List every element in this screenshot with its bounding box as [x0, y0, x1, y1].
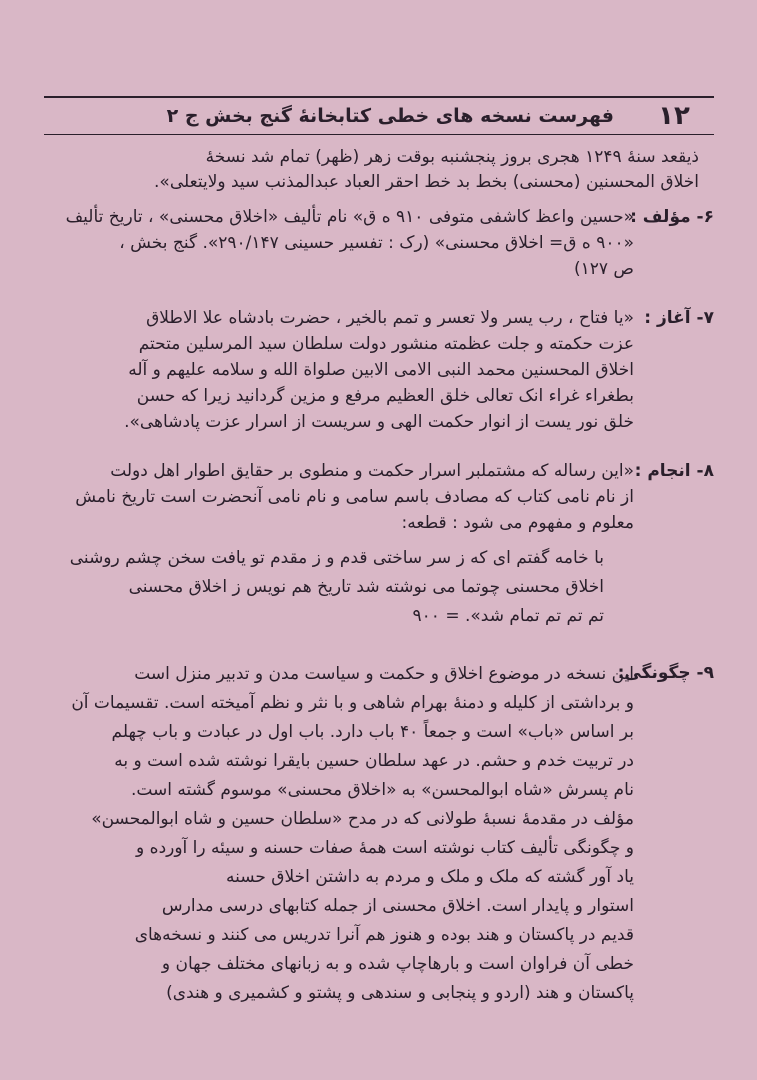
text-line: قدیم در پاکستان و هند بوده و هنوز هم آنرا تدریس می کنند و نسخه‌های	[134, 925, 634, 945]
entry-description	[44, 660, 714, 1020]
text-line: عزت حکمته و جلت عظمته منشور دولت سلطان سید المرسلین متحتم	[138, 334, 634, 354]
text-line: این نسخه در موضوع اخلاق و حکمت و سیاست مدن و تدبیر منزل است	[134, 664, 634, 684]
text-line: از نام نامی کتاب که مصادف باسم سامی و نام نامی آنحضرت است تاریخ نامش	[75, 487, 634, 507]
text-line: و چگونگی تألیف کتاب نوشته است همهٔ صفات حسنه و سیئه را آورده و	[136, 838, 634, 858]
text-line: ص ۱۲۷)	[573, 259, 634, 279]
running-title: فهرست نسخه های خطی کتابخانهٔ گنج بخش ج ۲	[166, 105, 614, 127]
text-line: «این رساله که مشتملبر اسرار حکمت و منطوی بر حقایق اطوار اهل دولت	[110, 461, 634, 481]
verse-block	[44, 544, 634, 631]
text-line: بطغراء غراء انک تعالی خلق العظیم مرفع و مزین گردانید زیرا که حسن	[136, 386, 634, 406]
verse-line: تم تم تم تمام شد». = ۹۰۰	[412, 606, 604, 626]
verse-line: اخلاق محسنی چوتما می نوشته شد تاریخ هم نویس ز اخلاق محسنی	[128, 577, 604, 597]
text-line: ذیقعد سنهٔ ۱۲۴۹ هجری بروز پنجشنبه بوقت زهر (ظهر) تمام شد نسخهٔ	[205, 147, 699, 167]
intro-paragraph	[44, 145, 699, 194]
text-line: مؤلف در مقدمهٔ نسبهٔ طولانی که در مدح «سلطان حسین و شاه ابوالمحسن»	[91, 809, 634, 829]
text-line: معلوم و مفهوم می شود : قطعه:	[401, 513, 634, 533]
text-line: و برداشتی از کلیله و دمنهٔ بهرام شاهی و با نثر و نظم آمیخته است. تقسیمات آن	[71, 693, 634, 713]
text-line: «حسین واعظ کاشفی متوفی ۹۱۰ ه ق» نام تألیف «اخلاق محسنی» ، تاریخ تألیف	[65, 207, 634, 227]
entry-label: ۶- مؤلف :	[630, 207, 714, 227]
page-header	[44, 96, 714, 135]
entry-label: ۹- چگونگی:	[617, 663, 714, 683]
entry-body	[44, 305, 634, 435]
entry-beginning	[44, 305, 714, 445]
text-line: نام پسرش «شاه ابوالمحسن» به «اخلاق محسنی» موسوم گشته است.	[130, 780, 634, 800]
text-line: در تربیت خدم و حشم. در عهد سلطان حسین بایقرا نوشته شده است و به	[114, 751, 634, 771]
entry-author	[44, 204, 714, 294]
text-line: بر اساس «باب» است و جمعاً ۴۰ باب دارد. باب اول در عبادت و باب چهلم	[111, 722, 634, 742]
text-line: «یا فتاح ، رب یسر ولا تعسر و تمم بالخیر ، حضرت بادشاه علا الاطلاق	[146, 308, 634, 328]
text-line: یاد آور گشته که ملک و ملک و مردم به داشتن اخلاق حسنه	[225, 867, 634, 887]
text-line: خلق نور یست از انوار حکمت الهی و سریست از اسرار عزت پادشاهی».	[124, 412, 634, 432]
page-number: ۱۲	[658, 101, 690, 131]
text-line: اخلاق المحسنین (محسنی) بخط بد خط احقر العباد عبدالمذنب سید ولایتعلی».	[154, 171, 699, 192]
entry-body	[44, 204, 634, 282]
text-line: پاکستان و هند (اردو و پنجابی و سندهی و پشتو و کشمیری و هندی)	[166, 983, 634, 1003]
entry-body	[44, 458, 634, 631]
text-line: استوار و پایدار است. اخلاق محسنی از جمله کتابهای درسی مدارس	[161, 896, 634, 916]
entry-label: ۸- انجام :	[634, 461, 714, 481]
entry-ending	[44, 458, 714, 648]
text-line: خطی آن فراوان است و بارهاچاپ شده و به زبانهای مختلف جهان و	[161, 954, 634, 974]
entry-label: ۷- آغاز :	[644, 308, 714, 328]
entry-body	[44, 660, 634, 1008]
text-line: اخلاق المحسنین محمد النبی الامی الابین صلواة الله و سلامه علیهم و آله	[128, 360, 634, 380]
text-line: «۹۰۰ ه ق= اخلاق محسنی» (رک : تفسیر حسینی ۲۹۰/۱۴۷». گنج بخش ،	[119, 233, 634, 253]
verse-line: با خامه گفتم ای که ز سر ساختی قدم و ز مقدم تو یافت سخن چشم روشنی	[69, 548, 604, 568]
